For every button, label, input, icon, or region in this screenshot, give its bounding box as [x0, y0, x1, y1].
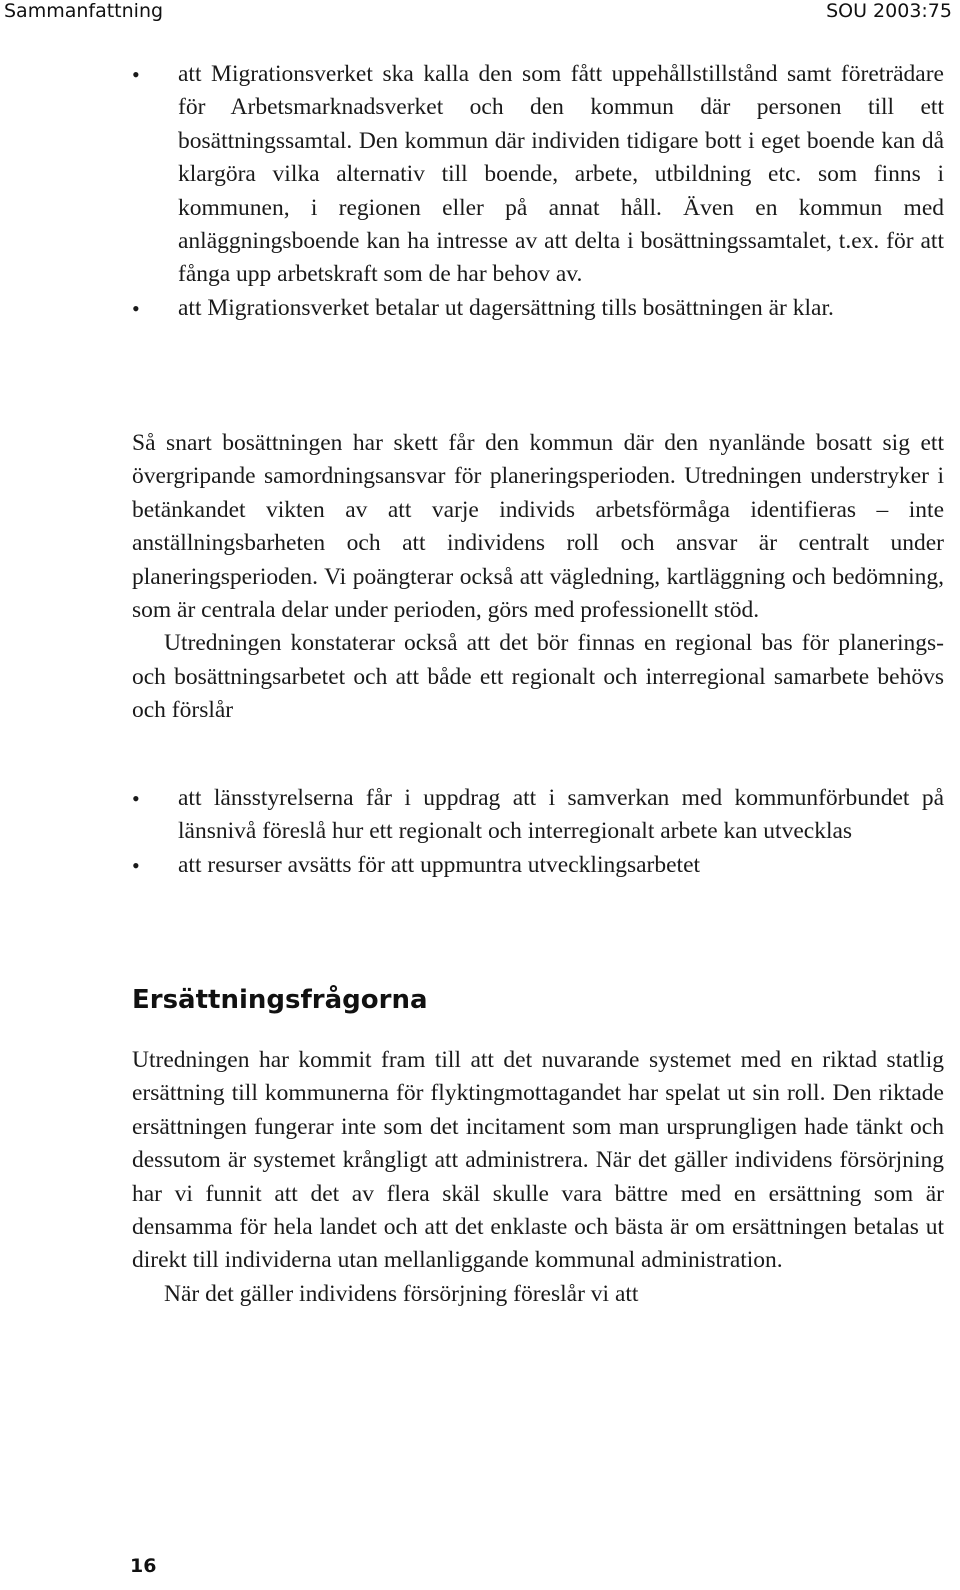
body-text-section — [132, 1044, 944, 1311]
body-paragraph: Utredningen konstaterar också att det bör finnas en regional bas för planerings- och bosättningsarbetet och att både ett regionalt och interregional samarbete behövs och förslår — [132, 630, 944, 724]
bullet-list-top — [132, 58, 944, 325]
bullet-icon: • — [132, 62, 140, 87]
running-header-reference: SOU 2003:75 — [826, 0, 952, 22]
list-item — [132, 849, 944, 882]
body-text-section — [132, 427, 944, 728]
list-item-text: att Migrationsverket betalar ut dagersättning tills bosättningen är klar. — [178, 294, 834, 321]
list-item-text: att resurser avsätts för att uppmuntra utvecklingsarbetet — [178, 851, 701, 878]
list-item — [132, 58, 944, 292]
page-number: 16 — [130, 1555, 157, 1577]
bullet-icon: • — [132, 852, 140, 878]
bullet-list-bottom — [132, 782, 944, 882]
list-item-text: att länsstyrelserna får i uppdrag att i samverkan med kommunförbundet på länsnivå föreslå hur ett regionalt och interregionalt arbete kan utvecklas — [178, 785, 944, 845]
list-item-text: att Migrationsverket ska kalla den som fått uppehållstillstånd samt företrädare för Arbetsmarknadsverket och den kommun där personen till ett bosättningssamtal. Den kommun där individen tidigare bott i eget boende kan då klargöra vilka alternativ till boende, arbete, utbildning etc. som finns i kommunen, i regionen eller på annat håll. Även en kommun med anläggningsboende kan ha intresse av att delta i bosättningssamtalet, t.ex. för att fånga upp arbetskraft som de har behov av. — [178, 61, 944, 288]
body-paragraph: Utredningen har kommit fram till att det nuvarande systemet med en riktad statlig ersättning till kommunerna för flyktingmottagandet har spelat ut sin roll. Den riktade ersättningen fungerar inte som det incitament som man ursprungligen hade tänkt och dessutom är systemet krångligt att administrera. När det gäller individens försörjning har vi funnit att det av flera skäl skulle vara bättre med en ersättning som är densamma för hela landet och att det enklaste och bästa är om ersättningen betalas ut direkt till individerna utan mellanliggande kommunal administration. — [132, 1047, 944, 1274]
running-header-section: Sammanfattning — [4, 0, 164, 22]
list-item — [132, 782, 944, 849]
section-heading: Ersättningsfrågorna — [132, 985, 428, 1015]
list-item — [132, 292, 944, 325]
bullet-icon: • — [132, 295, 140, 321]
bullet-icon: • — [132, 786, 140, 811]
body-paragraph: Så snart bosättningen har skett får den kommun där den nyanlände bosatt sig ett övergripande samordningsansvar för planeringsperioden. Utredningen understryker i betänkandet vikten av att varje individs arbetsförmåga identifieras – inte anställningsbarheten och att individens roll och ansvar är centralt under planeringsperioden. Vi poängterar också att vägledning, kartläggning och bedömning, som är centrala delar under perioden, görs med professionellt stöd. — [132, 430, 944, 624]
body-paragraph: När det gäller individens försörjning föreslår vi att — [164, 1280, 639, 1307]
